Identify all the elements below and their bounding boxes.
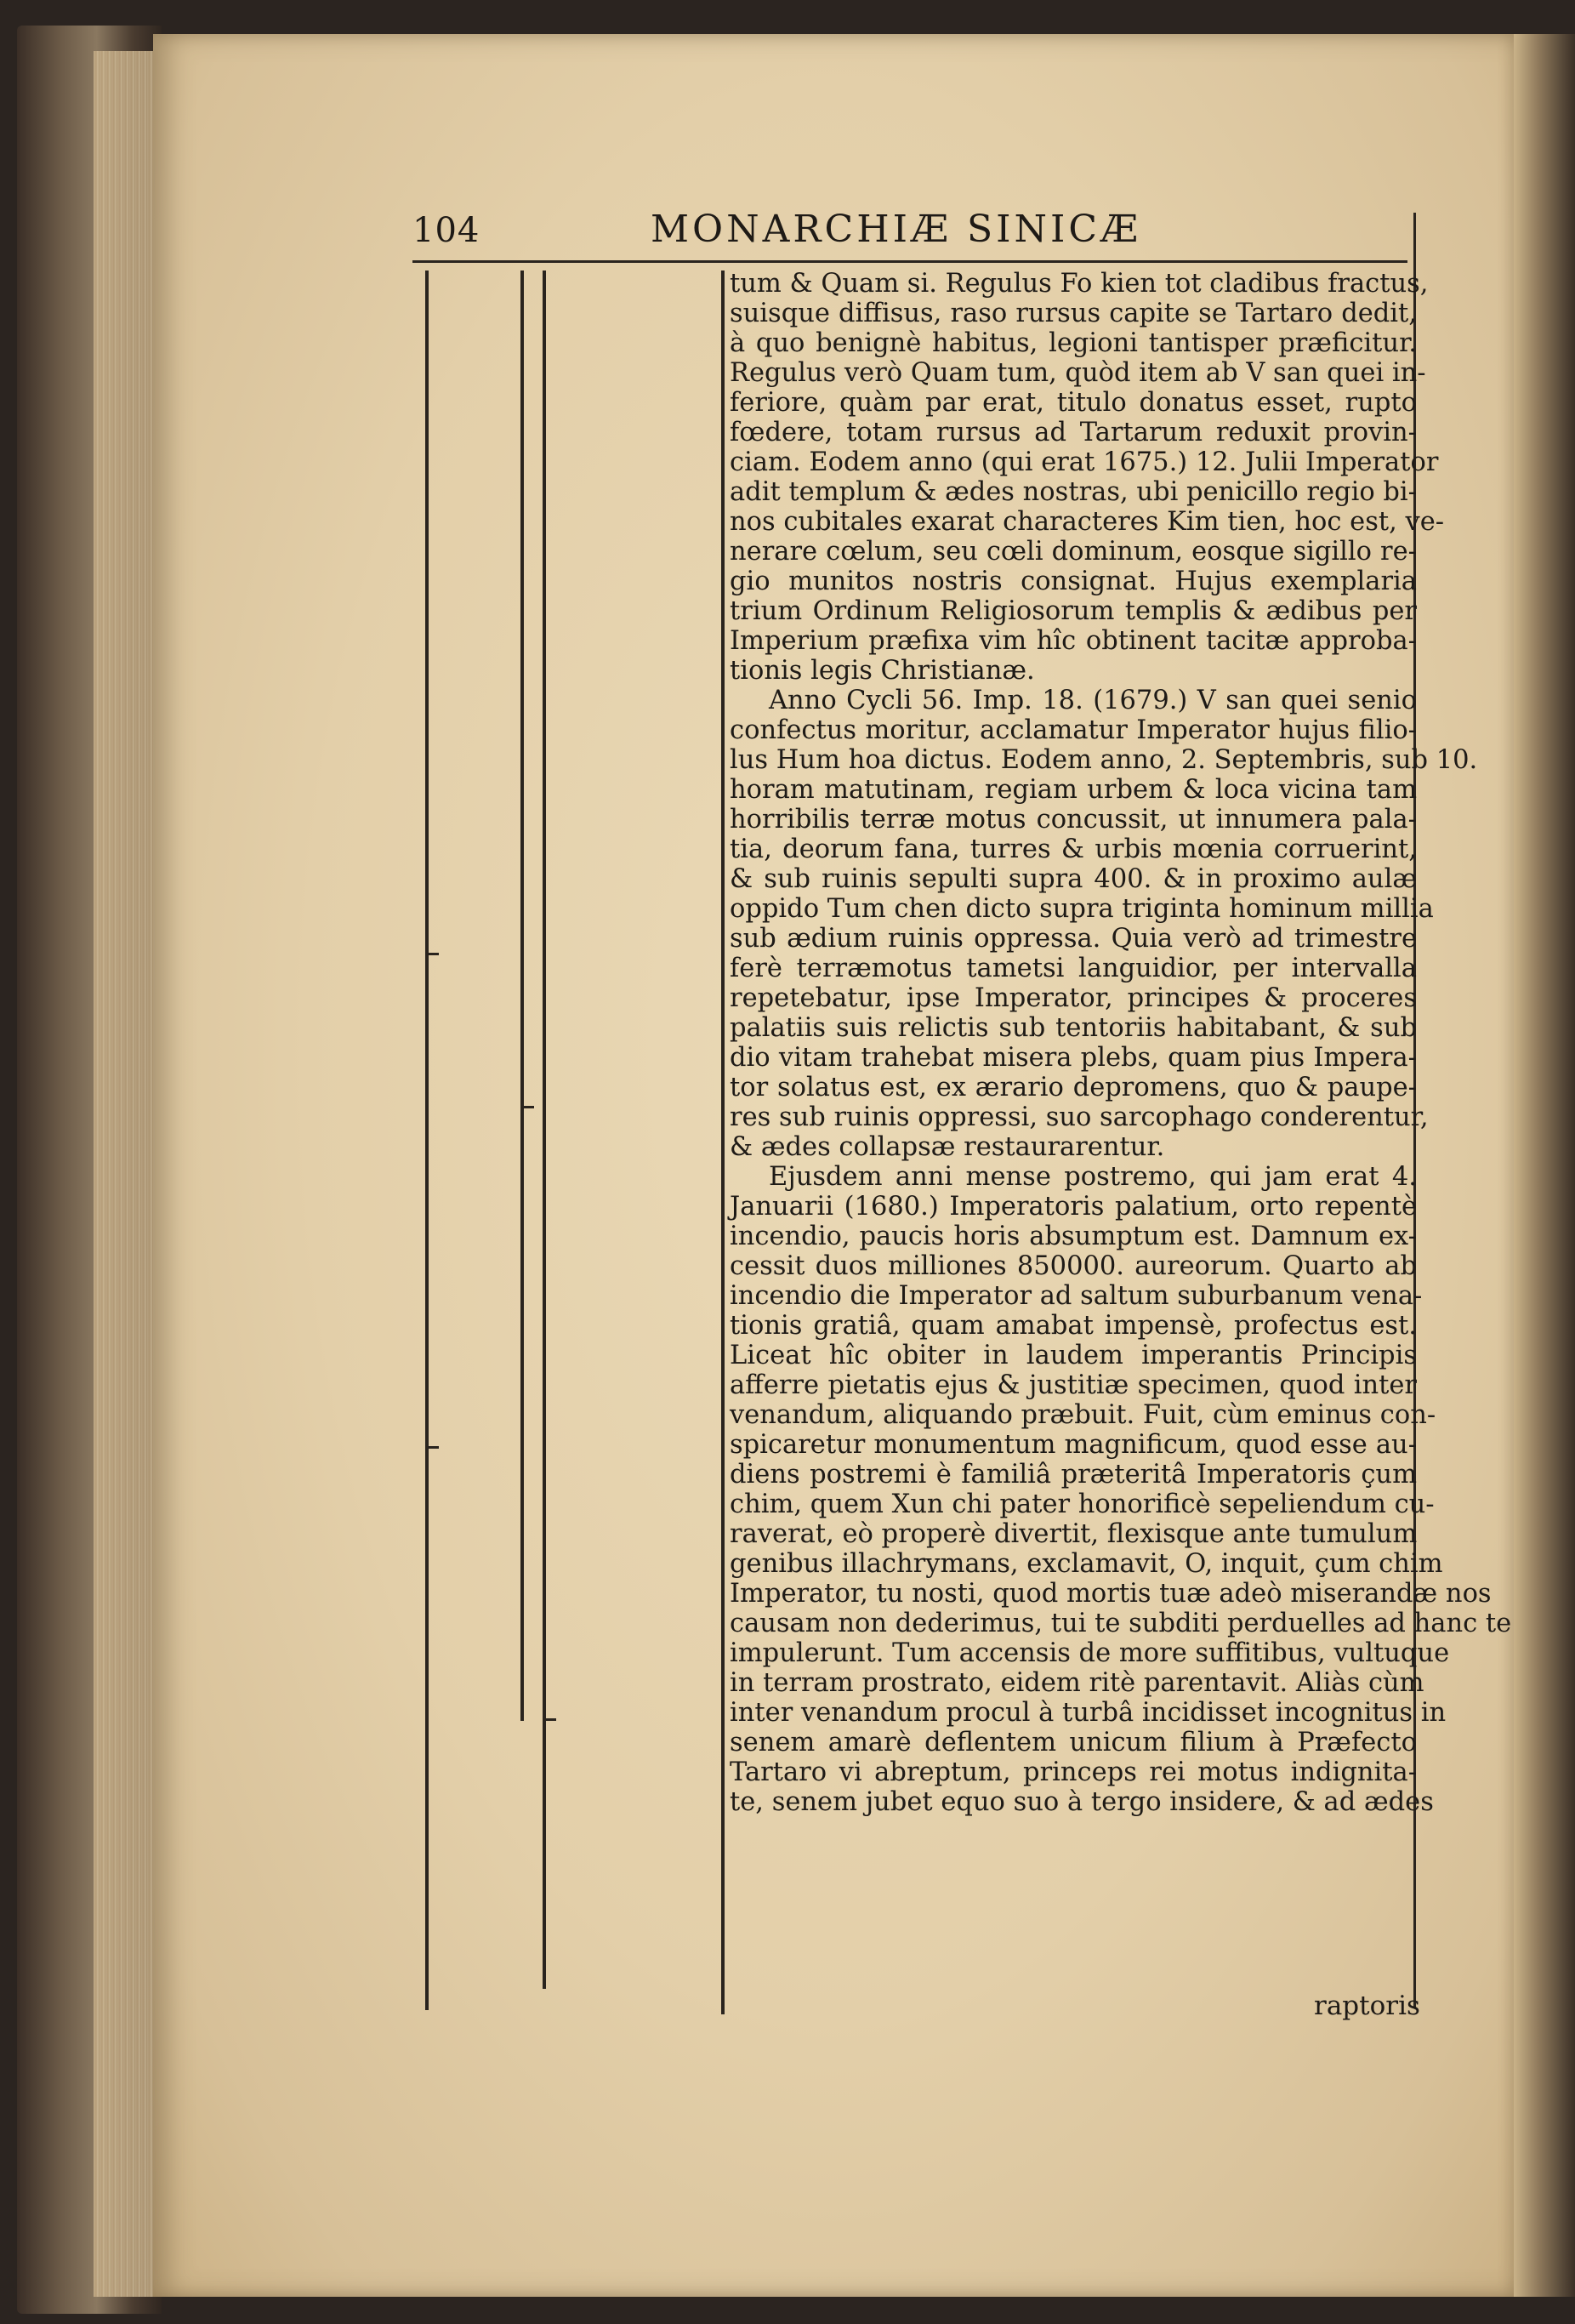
- text-line: nerare cœlum, seu cœli dominum, eosque sigillo re-: [730, 537, 1417, 567]
- header-rule: [412, 260, 1407, 263]
- text-line: cessit duos milliones 850000. aureorum. Quarto ab: [730, 1251, 1417, 1281]
- text-line: nos cubitales exarat characteres Kim tien, hoc est, ve-: [730, 507, 1445, 537]
- text-line: Ejusdem anni mense postremo, qui jam erat 4.: [769, 1162, 1417, 1192]
- text-line: te, senem jubet equo suo à tergo insidere, & ad ædes: [730, 1787, 1434, 1817]
- margin-rule-inner: [543, 271, 546, 1989]
- text-line: Anno Cycli 56. Imp. 18. (1679.) V san quei senio: [769, 686, 1417, 715]
- text-line: chim, quem Xun chi pater honorificè sepeliendum cu-: [730, 1490, 1435, 1519]
- text-line: tionis gratiâ, quam amabat impensè, profectus est.: [730, 1311, 1417, 1341]
- text-line: horam matutinam, regiam urbem & loca vicina tam: [730, 775, 1417, 805]
- text-line: in terram prostrato, eidem ritè parentavit. Aliàs cùm: [730, 1668, 1424, 1698]
- text-line: incendio die Imperator ad saltum suburbanum vena-: [730, 1281, 1423, 1311]
- text-line: venandum, aliquando præbuit. Fuit, cùm eminus con-: [730, 1400, 1436, 1430]
- text-line: ciam. Eodem anno (qui erat 1675.) 12. Julii Imperator: [730, 447, 1439, 477]
- text-line: dio vitam trahebat misera plebs, quam pius Impera-: [730, 1043, 1417, 1073]
- text-line: Imperium præfixa vim hîc obtinent tacitæ approba-: [730, 626, 1417, 656]
- text-line: confectus moritur, acclamatur Imperator hujus filio-: [730, 715, 1417, 745]
- text-line: fœdere, totam rursus ad Tartarum reduxit provin-: [730, 418, 1417, 447]
- main-text-column: [730, 269, 1512, 2013]
- text-line: Imperator, tu nosti, quod mortis tuæ adeò miserandæ nos: [730, 1579, 1492, 1609]
- text-line: Regulus verò Quam tum, quòd item ab V san quei in-: [730, 358, 1426, 388]
- margin-tick: [425, 953, 439, 955]
- margin-tick: [543, 1718, 556, 1721]
- text-line: à quo benignè habitus, legioni tantisper præficitur.: [730, 328, 1417, 358]
- page-number: 104: [412, 211, 480, 250]
- text-line: adit templum & ædes nostras, ubi penicillo regio bi-: [730, 477, 1417, 507]
- text-line: impulerunt. Tum accensis de more suffitibus, vultuque: [730, 1638, 1450, 1668]
- text-line: & sub ruinis sepulti supra 400. & in proximo aulæ: [730, 864, 1417, 894]
- text-line: tor solatus est, ex ærario depromens, quo & paupe-: [730, 1073, 1417, 1102]
- text-line: raverat, eò properè divertit, flexisque ante tumulum: [730, 1519, 1418, 1549]
- text-line: ferè terræmotus tametsi languidior, per intervalla: [730, 954, 1417, 983]
- text-line: genibus illachrymans, exclamavit, O, inquit, çum chim: [730, 1549, 1443, 1579]
- text-line: tum & Quam si. Regulus Fo kien tot cladibus fractus,: [730, 269, 1429, 299]
- text-line: spicaretur monumentum magnificum, quod esse au-: [730, 1430, 1417, 1460]
- text-line: incendio, paucis horis absumptum est. Damnum ex-: [730, 1222, 1417, 1251]
- text-line: feriore, quàm par erat, titulo donatus esset, rupto: [730, 388, 1417, 418]
- text-line: sub ædium ruinis oppressa. Quia verò ad trimestre: [730, 924, 1417, 954]
- gutter-shadow: [1514, 34, 1575, 2297]
- text-line: repetebatur, ipse Imperator, principes & proceres: [730, 983, 1417, 1013]
- text-line: diens postremi è familiâ præteritâ Imperatoris çum: [730, 1460, 1417, 1490]
- margin-tick: [425, 1446, 439, 1449]
- text-line: tionis legis Christianæ.: [730, 656, 1035, 686]
- margin-tick: [520, 1106, 534, 1108]
- text-line: res sub ruinis oppressi, suo sarcophago conderentur,: [730, 1102, 1429, 1132]
- margin-rule-outer: [425, 271, 429, 2010]
- text-line: palatiis suis relictis sub tentoriis habitabant, & sub: [730, 1013, 1417, 1043]
- page-stack-edges: [94, 51, 162, 2297]
- text-line: gio munitos nostris consignat. Hujus exemplaria: [730, 567, 1417, 596]
- text-line: Januarii (1680.) Imperatoris palatium, orto repentè: [730, 1192, 1417, 1222]
- catchword: raptoris: [1314, 1991, 1420, 2021]
- text-line: oppido Tum chen dicto supra triginta hominum millia: [730, 894, 1434, 924]
- running-title: MONARCHIÆ SINICÆ: [651, 208, 1142, 251]
- margin-rule-middle: [520, 271, 524, 1721]
- text-line: lus Hum hoa dictus. Eodem anno, 2. Septembris, sub 10.: [730, 745, 1478, 775]
- text-line: senem amarè deflentem unicum filium à Præfecto: [730, 1728, 1417, 1757]
- text-line: horribilis terræ motus concussit, ut innumera pala-: [730, 805, 1417, 834]
- text-line: Liceat hîc obiter in laudem imperantis Principis: [730, 1341, 1417, 1370]
- text-line: trium Ordinum Religiosorum templis & ædibus per: [730, 596, 1417, 626]
- text-line: causam non dederimus, tui te subditi perduelles ad hanc te: [730, 1609, 1512, 1638]
- text-line: suisque diffisus, raso rursus capite se Tartaro dedit,: [730, 299, 1417, 328]
- text-line: Tartaro vi abreptum, princeps rei motus indignita-: [730, 1757, 1417, 1787]
- text-line: tia, deorum fana, turres & urbis mœnia corruerint,: [730, 834, 1417, 864]
- text-line: & ædes collapsæ restaurarentur.: [730, 1132, 1165, 1162]
- text-line: afferre pietatis ejus & justitiæ specimen, quod inter: [730, 1370, 1417, 1400]
- text-line: inter venandum procul à turbâ incidisset incognitus in: [730, 1698, 1447, 1728]
- text-column-rule: [721, 271, 725, 2014]
